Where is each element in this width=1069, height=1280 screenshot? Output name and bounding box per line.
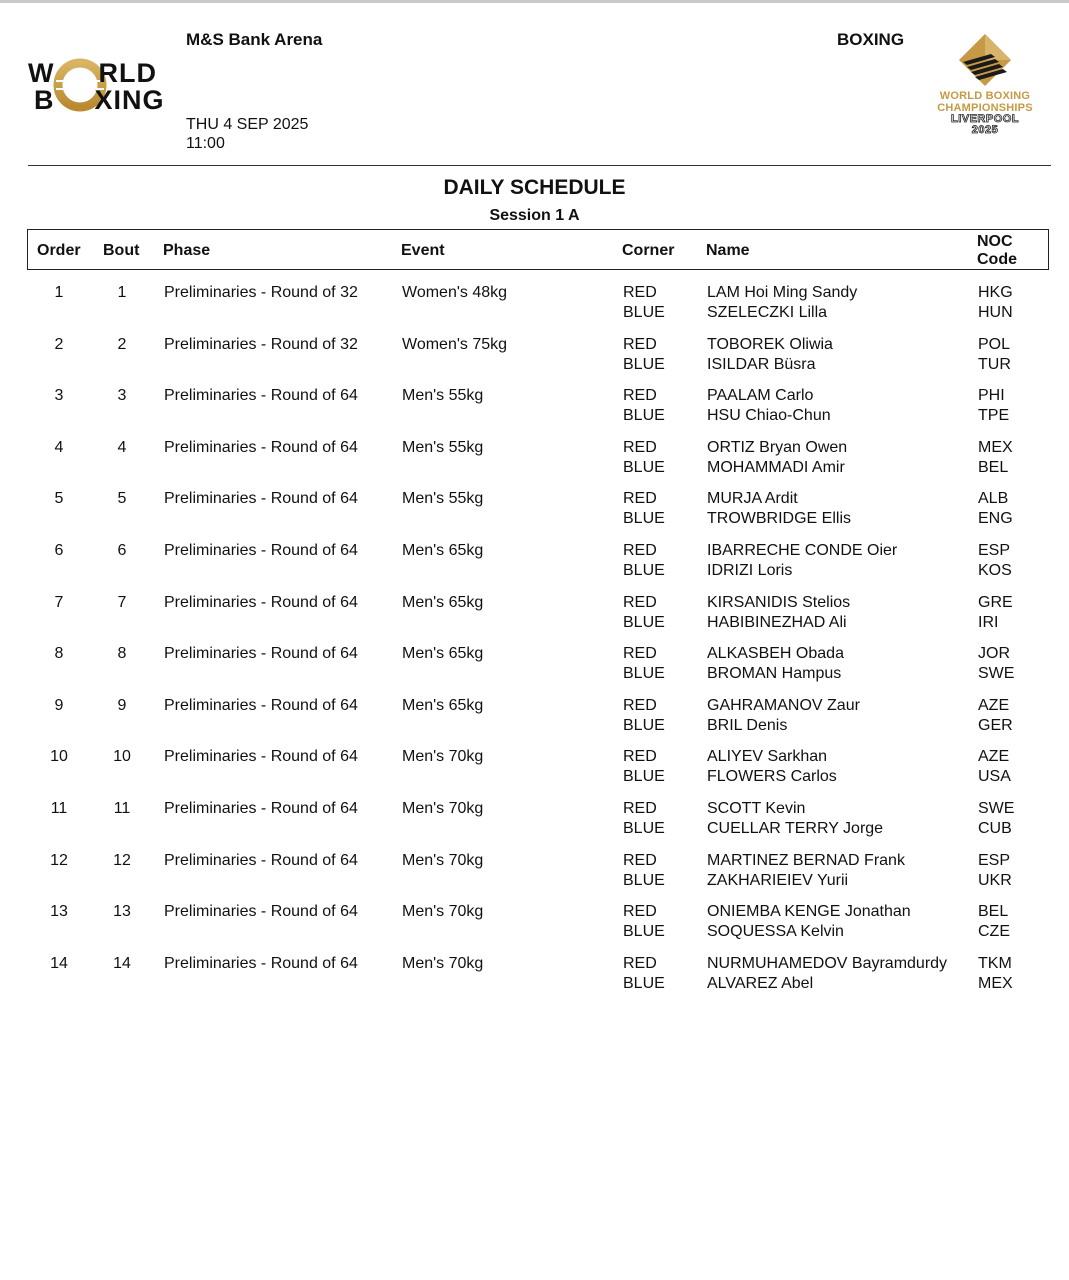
phase-cell: Preliminaries - Round of 64 — [164, 748, 358, 765]
red-noc-code: POL — [978, 336, 1011, 353]
red-corner-label: RED — [623, 594, 657, 611]
bout-cell: 9 — [117, 697, 127, 714]
phase-cell: Preliminaries - Round of 64 — [164, 852, 358, 869]
event-cell: Men's 70kg — [402, 800, 484, 817]
col-event: Event — [401, 242, 445, 259]
event-cell: Men's 55kg — [402, 490, 484, 507]
bout-cell: 12 — [113, 852, 131, 869]
table-row — [0, 800, 1069, 844]
order-cell: 12 — [50, 852, 68, 869]
blue-noc-code: TPE — [978, 407, 1010, 424]
red-noc-code: JOR — [978, 645, 1010, 662]
phase-cell: Preliminaries - Round of 64 — [164, 697, 358, 714]
blue-noc-code: CZE — [978, 923, 1010, 940]
blue-noc-code: IRI — [978, 614, 999, 631]
championship-logo — [928, 32, 1042, 152]
event-cell: Men's 70kg — [402, 955, 484, 972]
order-cell: 2 — [54, 336, 64, 353]
red-boxer-name: ONIEMBA KENGE Jonathan — [707, 903, 911, 920]
red-corner-label: RED — [623, 852, 657, 869]
bout-cell: 3 — [117, 387, 127, 404]
blue-corner-label: BLUE — [623, 975, 665, 992]
red-corner-label: RED — [623, 336, 657, 353]
event-cell: Men's 70kg — [402, 852, 484, 869]
red-noc-code: AZE — [978, 697, 1010, 714]
col-noc-line1: NOC — [977, 233, 1013, 250]
red-noc-code: TKM — [978, 955, 1012, 972]
bout-cell: 4 — [117, 439, 127, 456]
event-cell: Women's 48kg — [402, 284, 508, 301]
red-corner-label: RED — [623, 542, 657, 559]
blue-corner-label: BLUE — [623, 356, 665, 373]
bout-cell: 6 — [117, 542, 127, 559]
blue-boxer-name: HSU Chiao-Chun — [707, 407, 831, 424]
red-boxer-name: GAHRAMANOV Zaur — [707, 697, 860, 714]
order-cell: 5 — [54, 490, 64, 507]
championship-line2: CHAMPIONSHIPS — [937, 102, 1033, 114]
bout-cell: 11 — [113, 800, 131, 817]
blue-corner-label: BLUE — [623, 459, 665, 476]
blue-boxer-name: TROWBRIDGE Ellis — [707, 510, 851, 527]
order-cell: 10 — [50, 748, 68, 765]
blue-corner-label: BLUE — [623, 562, 665, 579]
order-cell: 9 — [54, 697, 64, 714]
col-order: Order — [37, 242, 81, 259]
col-phase: Phase — [163, 242, 211, 259]
blue-boxer-name: MOHAMMADI Amir — [707, 459, 845, 476]
blue-noc-code: UKR — [978, 872, 1012, 889]
blue-noc-code: CUB — [978, 820, 1012, 837]
table-row — [0, 594, 1069, 638]
blue-noc-code: MEX — [978, 975, 1013, 992]
blue-boxer-name: CUELLAR TERRY Jorge — [707, 820, 884, 837]
bout-cell: 8 — [117, 645, 127, 662]
red-boxer-name: ORTIZ Bryan Owen — [707, 439, 848, 456]
blue-noc-code: KOS — [978, 562, 1012, 579]
blue-noc-code: BEL — [978, 459, 1009, 476]
blue-corner-label: BLUE — [623, 304, 665, 321]
red-boxer-name: ALKASBEH Obada — [707, 645, 844, 662]
blue-boxer-name: BROMAN Hampus — [707, 665, 842, 682]
red-boxer-name: ALIYEV Sarkhan — [707, 748, 828, 765]
blue-boxer-name: FLOWERS Carlos — [707, 768, 837, 785]
event-time: 11:00 — [186, 135, 225, 152]
blue-corner-label: BLUE — [623, 923, 665, 940]
table-header — [27, 229, 1049, 270]
blue-noc-code: GER — [978, 717, 1013, 734]
logo-word-world: W RLD — [28, 58, 157, 88]
event-cell: Men's 65kg — [402, 697, 484, 714]
table-row — [0, 542, 1069, 586]
phase-cell: Preliminaries - Round of 64 — [164, 645, 358, 662]
table-row — [0, 955, 1069, 999]
order-cell: 3 — [54, 387, 64, 404]
red-corner-label: RED — [623, 800, 657, 817]
red-boxer-name: MURJA Ardit — [707, 490, 798, 507]
red-boxer-name: NURMUHAMEDOV Bayramdurdy — [707, 955, 948, 972]
venue-name: M&S Bank Arena — [186, 30, 323, 49]
red-corner-label: RED — [623, 490, 657, 507]
col-bout: Bout — [103, 242, 140, 259]
event-cell: Men's 65kg — [402, 542, 484, 559]
bout-cell: 5 — [117, 490, 127, 507]
order-cell: 6 — [54, 542, 64, 559]
table-row — [0, 645, 1069, 689]
blue-corner-label: BLUE — [623, 768, 665, 785]
world-boxing-logo — [28, 58, 188, 114]
event-cell: Women's 75kg — [402, 336, 508, 353]
bout-cell: 14 — [113, 955, 131, 972]
blue-boxer-name: SOQUESSA Kelvin — [707, 923, 844, 940]
event-cell: Men's 65kg — [402, 645, 484, 662]
col-corner: Corner — [622, 242, 675, 259]
blue-noc-code: SWE — [978, 665, 1015, 682]
red-corner-label: RED — [623, 645, 657, 662]
championship-line1: WORLD BOXING — [939, 90, 1031, 102]
phase-cell: Preliminaries - Round of 64 — [164, 955, 358, 972]
red-corner-label: RED — [623, 439, 657, 456]
red-noc-code: BEL — [978, 903, 1009, 920]
blue-corner-label: BLUE — [623, 820, 665, 837]
sport-name: BOXING — [837, 30, 905, 49]
red-noc-code: HKG — [978, 284, 1013, 301]
header-divider — [28, 165, 1051, 166]
phase-cell: Preliminaries - Round of 64 — [164, 542, 358, 559]
table-row — [0, 490, 1069, 534]
red-noc-code: PHI — [978, 387, 1005, 404]
blue-boxer-name: IDRIZI Loris — [707, 562, 793, 579]
championship-year: 2025 — [971, 124, 999, 136]
blue-boxer-name: SZELECZKI Lilla — [707, 304, 828, 321]
red-boxer-name: PAALAM Carlo — [707, 387, 814, 404]
red-corner-label: RED — [623, 697, 657, 714]
phase-cell: Preliminaries - Round of 64 — [164, 439, 358, 456]
red-corner-label: RED — [623, 955, 657, 972]
bout-cell: 7 — [117, 594, 127, 611]
table-row — [0, 284, 1069, 328]
order-cell: 4 — [54, 439, 64, 456]
phase-cell: Preliminaries - Round of 64 — [164, 594, 358, 611]
order-cell: 8 — [54, 645, 64, 662]
col-name: Name — [706, 242, 750, 259]
table-row — [0, 748, 1069, 792]
phase-cell: Preliminaries - Round of 64 — [164, 387, 358, 404]
event-cell: Men's 55kg — [402, 439, 484, 456]
order-cell: 14 — [50, 955, 68, 972]
order-cell: 7 — [54, 594, 64, 611]
table-row — [0, 336, 1069, 380]
event-cell: Men's 55kg — [402, 387, 484, 404]
event-cell: Men's 70kg — [402, 903, 484, 920]
blue-boxer-name: HABIBINEZHAD Ali — [707, 614, 847, 631]
blue-noc-code: USA — [978, 768, 1011, 785]
red-boxer-name: IBARRECHE CONDE Oier — [707, 542, 898, 559]
blue-noc-code: TUR — [978, 356, 1011, 373]
phase-cell: Preliminaries - Round of 64 — [164, 490, 358, 507]
red-corner-label: RED — [623, 284, 657, 301]
blue-corner-label: BLUE — [623, 665, 665, 682]
blue-corner-label: BLUE — [623, 614, 665, 631]
blue-boxer-name: ISILDAR Büsra — [707, 356, 816, 373]
table-row — [0, 439, 1069, 483]
blue-boxer-name: ALVAREZ Abel — [707, 975, 814, 992]
championship-cube-icon — [955, 32, 1015, 90]
phase-cell: Preliminaries - Round of 32 — [164, 336, 358, 353]
col-noc-line2: Code — [977, 251, 1017, 268]
order-cell: 13 — [50, 903, 68, 920]
red-boxer-name: KIRSANIDIS Stelios — [707, 594, 851, 611]
page-title: DAILY SCHEDULE — [443, 176, 626, 199]
phase-cell: Preliminaries - Round of 32 — [164, 284, 358, 301]
bout-cell: 10 — [113, 748, 131, 765]
red-boxer-name: LAM Hoi Ming Sandy — [707, 284, 858, 301]
blue-noc-code: ENG — [978, 510, 1013, 527]
red-corner-label: RED — [623, 903, 657, 920]
table-row — [0, 387, 1069, 431]
session-label: Session 1 A — [489, 207, 580, 224]
col-noc — [977, 233, 1017, 269]
table-row — [0, 852, 1069, 896]
table-row — [0, 903, 1069, 947]
top-divider — [0, 0, 1069, 3]
order-cell: 1 — [54, 284, 64, 301]
red-boxer-name: TOBOREK Oliwia — [707, 336, 833, 353]
championship-city: LIVERPOOL — [950, 113, 1020, 125]
logo-word-boxing: B XING — [34, 85, 165, 115]
red-boxer-name: SCOTT Kevin — [707, 800, 806, 817]
phase-cell: Preliminaries - Round of 64 — [164, 800, 358, 817]
red-noc-code: ESP — [978, 852, 1011, 869]
event-cell: Men's 65kg — [402, 594, 484, 611]
blue-noc-code: HUN — [978, 304, 1013, 321]
red-boxer-name: MARTINEZ BERNAD Frank — [707, 852, 905, 869]
blue-boxer-name: ZAKHARIEIEV Yurii — [707, 872, 849, 889]
bout-cell: 1 — [117, 284, 127, 301]
bout-cell: 13 — [113, 903, 131, 920]
red-corner-label: RED — [623, 387, 657, 404]
red-corner-label: RED — [623, 748, 657, 765]
red-noc-code: MEX — [978, 439, 1013, 456]
bout-cell: 2 — [117, 336, 127, 353]
event-date: THU 4 SEP 2025 — [186, 116, 309, 133]
blue-corner-label: BLUE — [623, 717, 665, 734]
table-row — [0, 697, 1069, 741]
phase-cell: Preliminaries - Round of 64 — [164, 903, 358, 920]
red-noc-code: AZE — [978, 748, 1010, 765]
red-noc-code: ESP — [978, 542, 1011, 559]
red-noc-code: ALB — [978, 490, 1009, 507]
blue-corner-label: BLUE — [623, 872, 665, 889]
blue-corner-label: BLUE — [623, 510, 665, 527]
order-cell: 11 — [50, 800, 68, 817]
red-noc-code: SWE — [978, 800, 1015, 817]
red-noc-code: GRE — [978, 594, 1013, 611]
blue-boxer-name: BRIL Denis — [707, 717, 788, 734]
blue-corner-label: BLUE — [623, 407, 665, 424]
event-cell: Men's 70kg — [402, 748, 484, 765]
